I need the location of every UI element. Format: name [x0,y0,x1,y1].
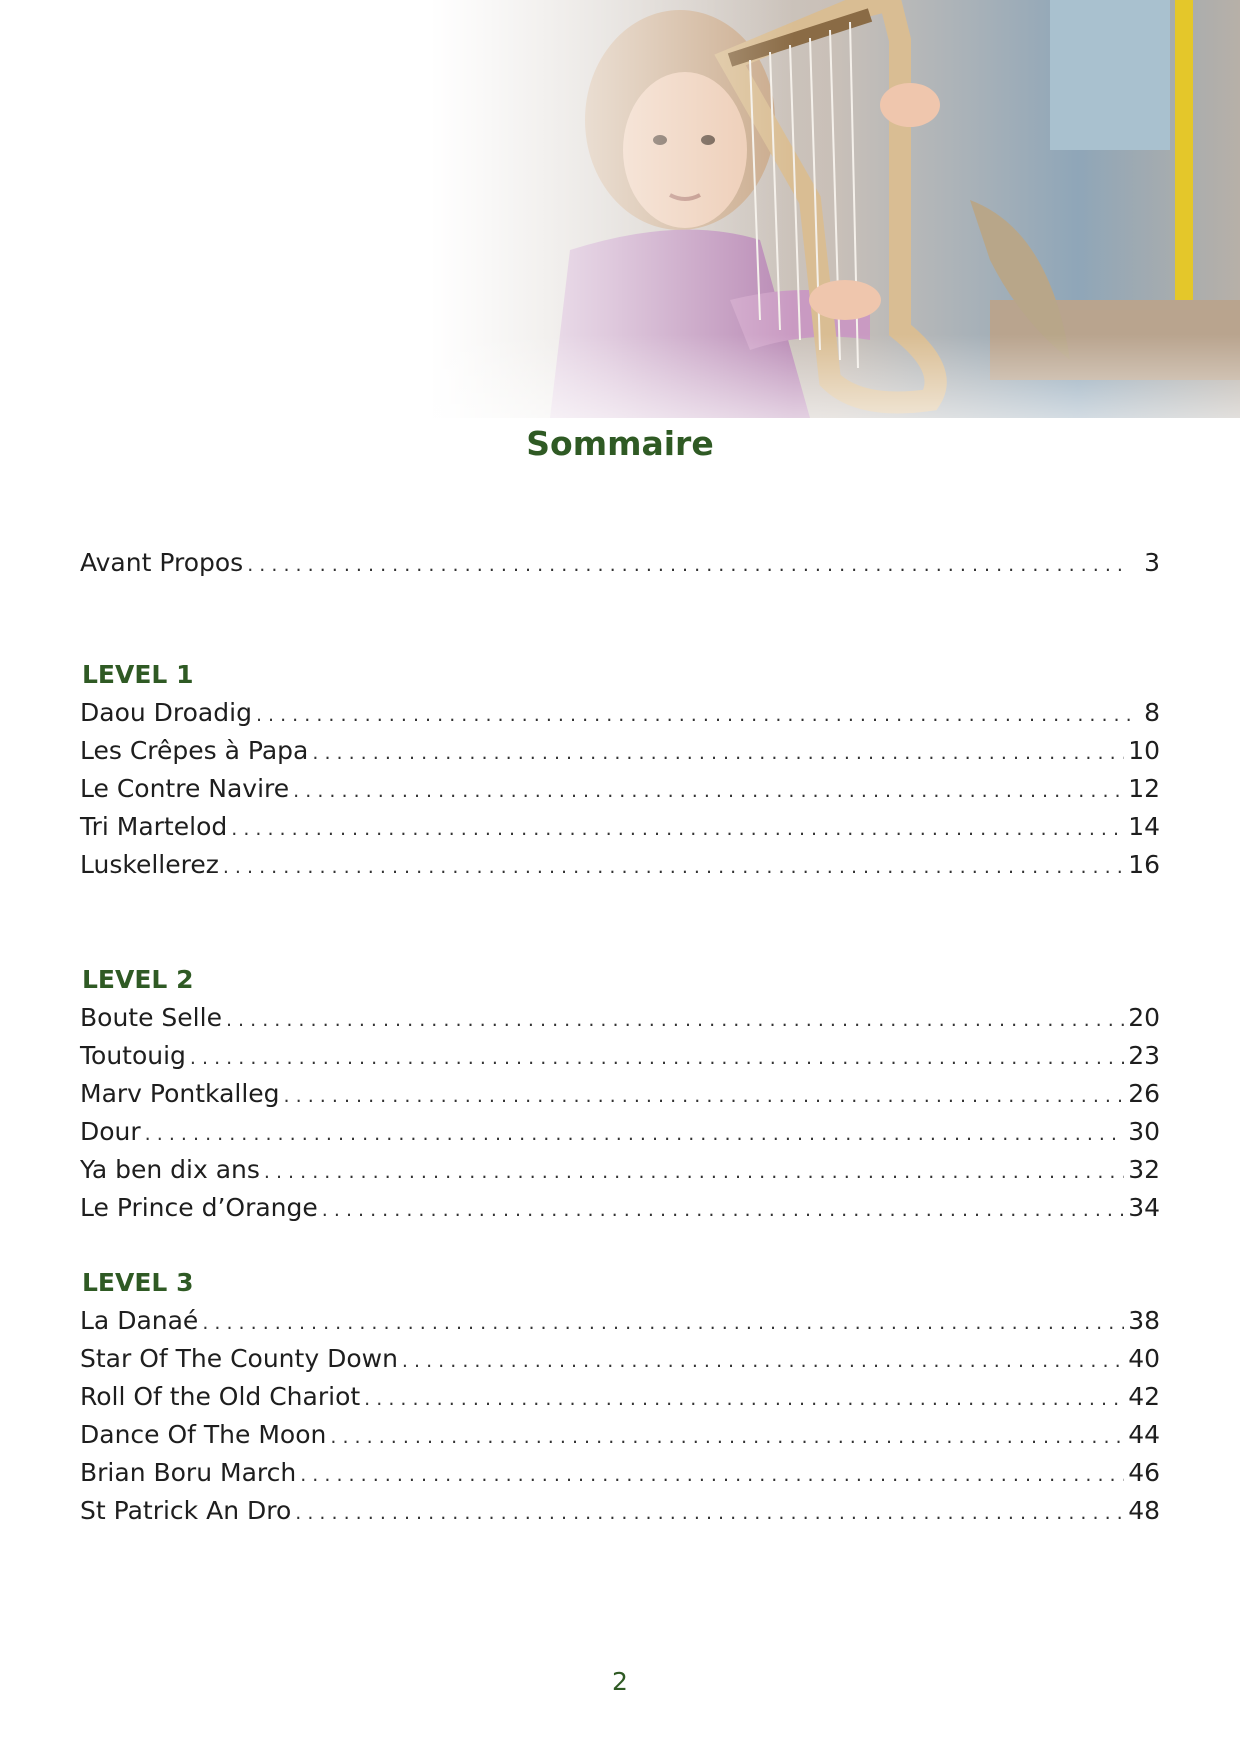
toc-entry[interactable] [80,1455,1160,1491]
toc-entry-label: Le Prince d’Orange [80,1193,318,1222]
toc-entry[interactable] [80,1417,1160,1453]
toc-entry-label: Le Contre Navire [80,774,290,803]
toc-entry[interactable] [80,1038,1160,1074]
toc-entry-page: 8 [1144,698,1160,727]
toc-entry-label: Roll Of the Old Chariot [80,1382,361,1411]
toc-entry-page: 38 [1128,1306,1160,1335]
toc-entry[interactable] [80,771,1160,807]
toc-entry-page: 34 [1128,1193,1160,1222]
toc-entry-label: Marv Pontkalleg [80,1079,280,1108]
toc-entry[interactable] [80,695,1160,731]
dot-leader [190,1040,1124,1076]
toc-entry-page: 44 [1128,1420,1160,1449]
toc-entry[interactable] [80,1190,1160,1226]
dot-leader [364,1381,1124,1417]
toc-entry-page: 16 [1128,850,1160,879]
toc-entry[interactable] [80,1303,1160,1339]
toc-entry-label: Dour [80,1117,141,1146]
toc-entry-label: Daou Droadig [80,698,252,727]
dot-leader [223,849,1124,885]
toc-entry-label: Les Crêpes à Papa [80,736,309,765]
toc-entry[interactable] [80,1379,1160,1415]
toc-entry-label: Brian Boru March [80,1458,297,1487]
toc-entry-page: 14 [1128,812,1160,841]
toc-entry-label: Luskellerez [80,850,219,879]
section-heading-level-3: LEVEL 3 [82,1268,194,1297]
toc-entry-label: Toutouig [80,1041,186,1070]
toc-entry-label: Dance Of The Moon [80,1420,327,1449]
dot-leader [226,1002,1124,1038]
toc-entry-page: 32 [1128,1155,1160,1184]
section-heading-level-2: LEVEL 2 [82,965,194,994]
toc-entry-page: 23 [1128,1041,1160,1070]
dot-leader [145,1116,1125,1152]
toc-entry-page: 42 [1128,1382,1160,1411]
toc-entry[interactable] [80,545,1160,581]
toc-entry[interactable] [80,1076,1160,1112]
toc-entry-label: Ya ben dix ans [80,1155,260,1184]
toc-entry-label: Avant Propos [80,548,244,577]
dot-leader [293,773,1124,809]
dot-leader [256,697,1130,733]
toc-entry-page: 12 [1128,774,1160,803]
toc-entry-page: 46 [1128,1458,1160,1487]
header-photo [430,0,1240,418]
dot-leader [312,735,1124,771]
dot-leader [247,547,1130,583]
toc-entry-label: Star Of The County Down [80,1344,398,1373]
toc-entry[interactable] [80,1000,1160,1036]
section-heading-level-1: LEVEL 1 [82,660,194,689]
dot-leader [231,811,1124,847]
dot-leader [402,1343,1124,1379]
toc-entry-label: Boute Selle [80,1003,222,1032]
dot-leader [322,1192,1124,1228]
toc-entry-page: 40 [1128,1344,1160,1373]
dot-leader [295,1495,1124,1531]
toc-entry-page: 30 [1128,1117,1160,1146]
dot-leader [330,1419,1124,1455]
toc-entry[interactable] [80,1152,1160,1188]
toc-entry[interactable] [80,809,1160,845]
toc-entry-page: 10 [1128,736,1160,765]
dot-leader [202,1305,1124,1341]
toc-entry-label: La Danaé [80,1306,199,1335]
toc-entry[interactable] [80,1114,1160,1150]
toc-entry[interactable] [80,1341,1160,1377]
dot-leader [264,1154,1124,1190]
toc-entry-page: 3 [1144,548,1160,577]
page-title: Sommaire [526,424,714,463]
dot-leader [284,1078,1125,1114]
page-number: 2 [612,1667,628,1696]
toc-entry-label: Tri Martelod [80,812,228,841]
toc-entry[interactable] [80,733,1160,769]
toc-entry-page: 26 [1128,1079,1160,1108]
girl-playing-harp-photo [430,0,1240,418]
toc-entry[interactable] [80,1493,1160,1529]
toc-entry-page: 20 [1128,1003,1160,1032]
dot-leader [300,1457,1124,1493]
toc-entry-page: 48 [1128,1496,1160,1525]
toc-entry-label: St Patrick An Dro [80,1496,292,1525]
toc-entry[interactable] [80,847,1160,883]
